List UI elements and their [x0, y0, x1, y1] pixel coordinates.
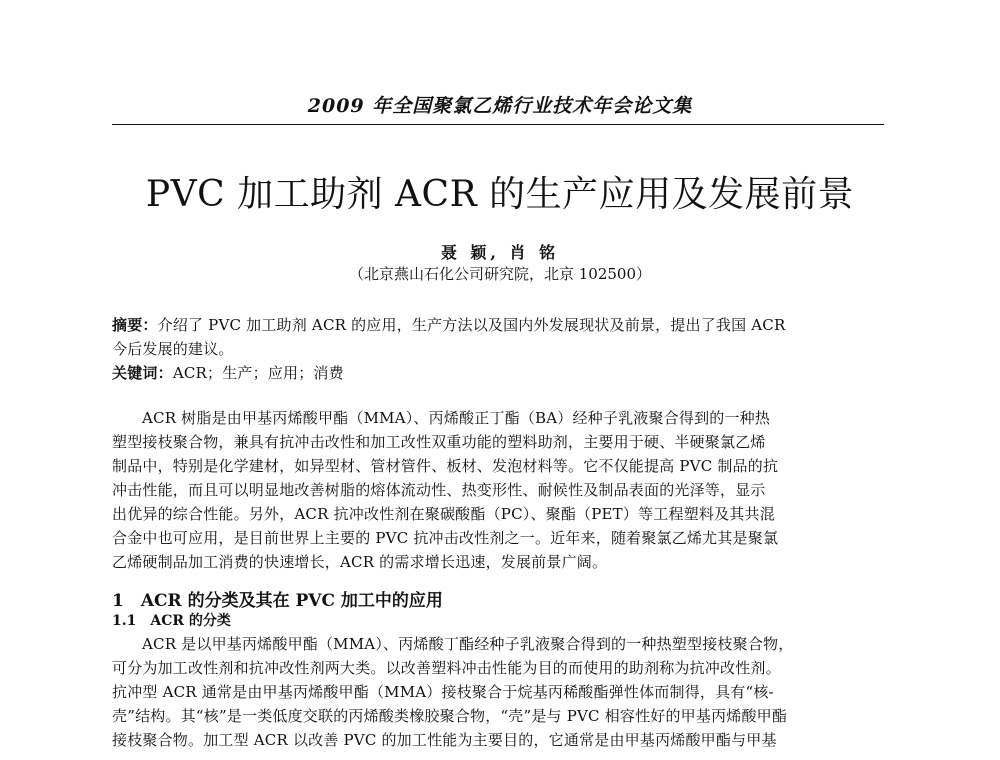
abstract-line-1 [112, 314, 785, 335]
intro-line: 冲击性能，而且可以明显地改善树脂的熔体流动性、热变形性、耐候性及制品表面的光泽等，显示 [112, 481, 766, 499]
keywords-label: 关键词： [112, 364, 173, 382]
intro-line: 出优异的综合性能。另外，ACR 抗冲改性剂在聚碳酸酯（PC）、聚酯（PET）等工程塑料及其共混 [112, 505, 775, 523]
section-1-heading: 1 ACR 的分类及其在 PVC 加工中的应用 [112, 591, 443, 611]
abstract-line-2: 今后发展的建议。 [112, 340, 234, 358]
section-1-line: 壳”结构。其“核”是一类低度交联的丙烯酸类橡胶聚合物，“壳”是与 PVC 相容性好的甲基丙烯酸甲酯 [112, 707, 788, 725]
keywords-line [112, 362, 344, 383]
running-header: 2009 年全国聚氯乙烯行业技术年会论文集 [307, 95, 693, 117]
keywords-text: ACR；生产；应用；消费 [172, 364, 344, 382]
authors: 聂 颖, 肖 铭 [440, 243, 560, 262]
header-rule [112, 124, 884, 125]
section-1-line: 接枝聚合物。加工型 ACR 以改善 PVC 的加工性能为主要目的，它通常是由甲基丙烯酸甲酯与甲基 [112, 731, 777, 749]
section-1-line: 抗冲型 ACR 通常是由甲基丙烯酸甲酯（MMA）接枝聚合于烷基丙稀酸酯弹性体而制得，具有“核- [112, 683, 774, 701]
intro-line: 合金中也可应用，是目前世界上主要的 PVC 抗冲击改性剂之一。近年来，随着聚氯乙烯尤其是聚氯 [112, 529, 779, 547]
affiliation: （北京燕山石化公司研究院，北京 102500） [348, 265, 652, 283]
abstract-text-1: 介绍了 PVC 加工助剂 ACR 的应用，生产方法以及国内外发展现状及前景，提出了我国 ACR [157, 316, 786, 334]
intro-line: 塑型接枝聚合物，兼具有抗冲击改性和加工改性双重功能的塑料助剂，主要用于硬、半硬聚氯乙烯 [112, 433, 766, 451]
intro-line: 制品中，特别是化学建材，如异型材、管材管件、板材、发泡材料等。它不仅能提高 PVC 制品的抗 [112, 457, 779, 475]
intro-line: ACR 树脂是由甲基丙烯酸甲酯（MMA）、丙烯酸正丁酯（BA）经种子乳液聚合得到的一种热 [142, 409, 771, 427]
section-1-line: ACR 是以甲基丙烯酸甲酯（MMA）、丙烯酸丁酯经种子乳液聚合得到的一种热塑型接枝聚合物， [142, 635, 794, 653]
paper-title: PVC 加工助剂 ACR 的生产应用及发展前景 [145, 174, 855, 215]
section-1-line: 可分为加工改性剂和抗冲改性剂两大类。以改善塑料冲击性能为目的而使用的助剂称为抗冲改性剂。 [112, 659, 781, 677]
intro-line: 乙烯硬制品加工消费的快速增长，ACR 的需求增长迅速，发展前景广阔。 [112, 553, 608, 571]
abstract-label: 摘要： [112, 316, 158, 334]
subsection-1-1-heading: 1.1 ACR 的分类 [112, 613, 231, 629]
